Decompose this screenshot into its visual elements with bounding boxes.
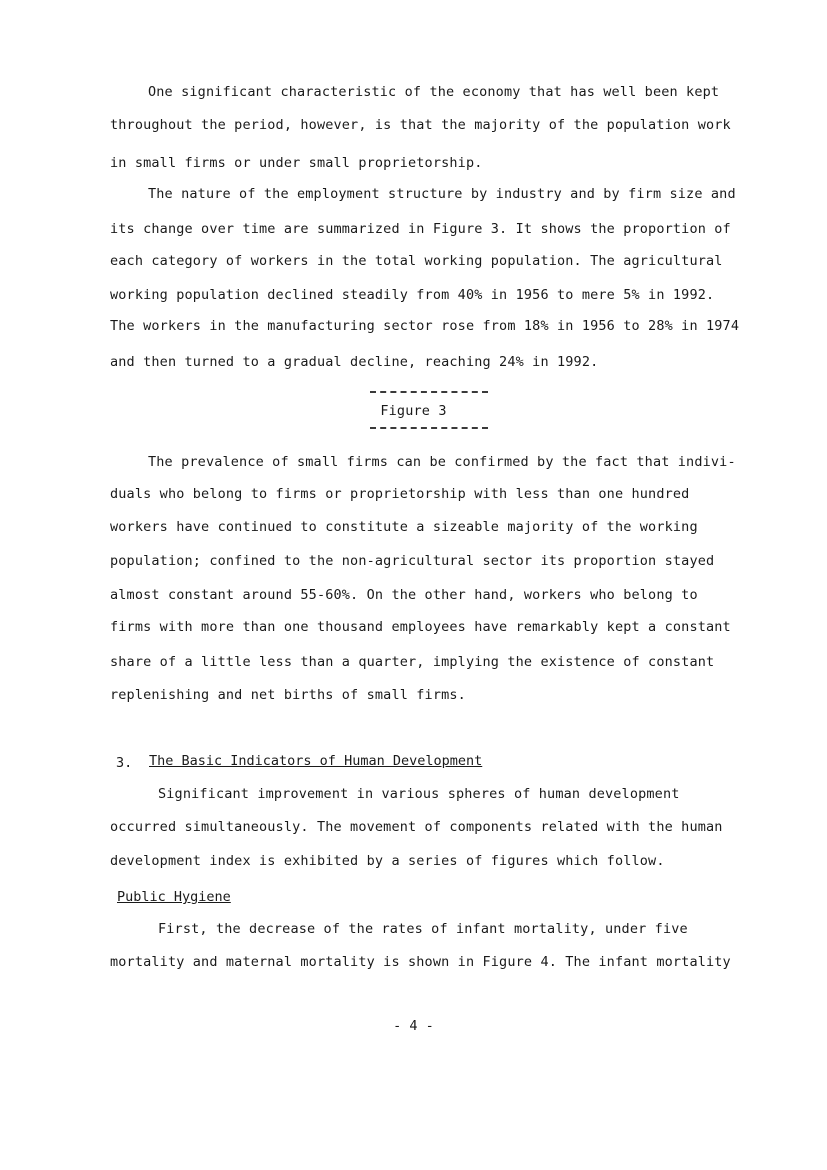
paragraph-line: firms with more than one thousand employees have remarkably kept a constant (110, 619, 731, 635)
paragraph-line: The workers in the manufacturing sector rose from 18% in 1956 to 28% in 1974 (110, 318, 740, 334)
paragraph-line: The prevalence of small firms can be confirmed by the fact that indivi- (148, 454, 736, 470)
paragraph-line: population; confined to the non-agricultural sector its proportion stayed (110, 553, 715, 569)
section-title: The Basic Indicators of Human Development (149, 753, 483, 769)
page-number: - 4 - (393, 1018, 434, 1034)
paragraph-line: occurred simultaneously. The movement of components related with the human (110, 819, 723, 835)
paragraph-line: almost constant around 55-60%. On the other hand, workers who belong to (110, 587, 698, 603)
paragraph-line: and then turned to a gradual decline, reaching 24% in 1992. (110, 354, 599, 370)
paragraph-line: working population declined steadily from 40% in 1956 to mere 5% in 1992. (110, 287, 715, 303)
paragraph-line: replenishing and net births of small firms. (110, 687, 466, 703)
paragraph-line: development index is exhibited by a series of figures which follow. (110, 853, 665, 869)
paragraph-line: First, the decrease of the rates of infant mortality, under five (158, 921, 688, 937)
subsection-title: Public Hygiene (117, 889, 231, 905)
paragraph-line: The nature of the employment structure by industry and by firm size and (148, 186, 736, 202)
paragraph-line: Significant improvement in various spheres of human development (158, 786, 680, 802)
figure-rule-bottom (370, 427, 488, 429)
paragraph-line: each category of workers in the total working population. The agricultural (110, 253, 723, 269)
paragraph-line: workers have continued to constitute a sizeable majority of the working (110, 519, 698, 535)
paragraph-line: duals who belong to firms or proprietorship with less than one hundred (110, 486, 690, 502)
paragraph-line: its change over time are summarized in Figure 3. It shows the proportion of (110, 221, 731, 237)
paragraph-line: share of a little less than a quarter, implying the existence of constant (110, 654, 715, 670)
paragraph-line: One significant characteristic of the economy that has well been kept (148, 84, 720, 100)
paragraph-line: in small firms or under small proprietorship. (110, 155, 483, 171)
figure-label: Figure 3 (380, 403, 447, 419)
paragraph-line: throughout the period, however, is that the majority of the population work (110, 117, 731, 133)
section-number: 3. (116, 755, 133, 771)
paragraph-line: mortality and maternal mortality is shown in Figure 4. The infant mortality (110, 954, 731, 970)
figure-rule-top (370, 391, 488, 393)
